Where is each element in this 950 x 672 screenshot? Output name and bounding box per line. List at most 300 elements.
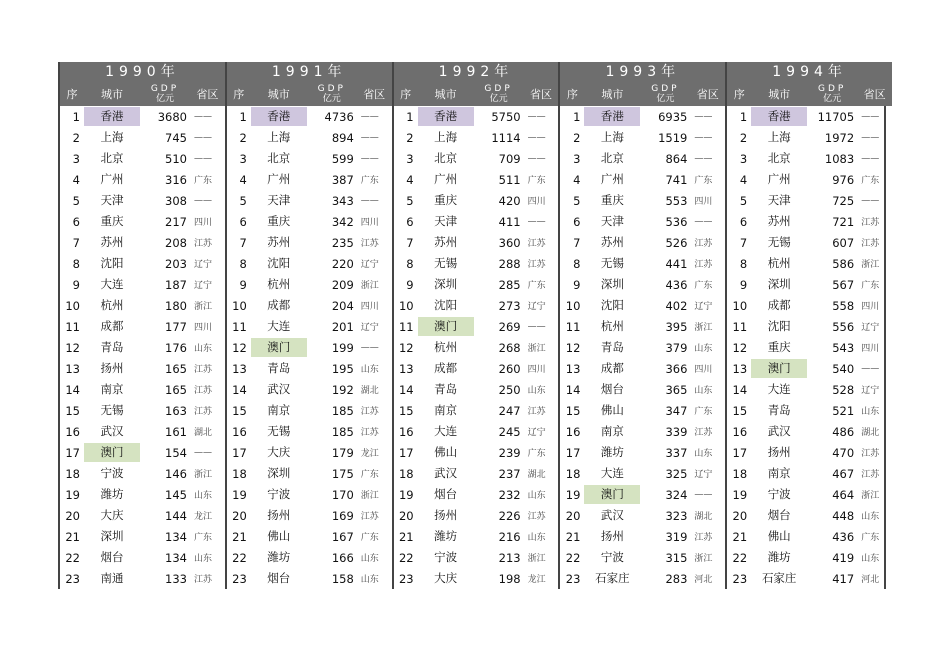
table-row xyxy=(560,316,725,337)
gdp-cell: 185 xyxy=(331,403,354,418)
header-rank: 序 xyxy=(400,88,412,101)
gdp-cell: 208 xyxy=(165,235,187,250)
rank-cell: 9 xyxy=(406,277,414,292)
table-row xyxy=(727,232,892,253)
gdp-cell: 6935 xyxy=(658,109,688,124)
table-row xyxy=(394,379,559,400)
province-cell: 浙江 xyxy=(527,344,546,354)
rank-cell: 5 xyxy=(573,193,581,208)
city-cell: 宁波 xyxy=(600,550,624,564)
rank-cell: 16 xyxy=(232,424,247,439)
city-cell: 无锡 xyxy=(767,235,791,249)
rank-cell: 5 xyxy=(739,193,748,208)
table-row xyxy=(60,547,225,568)
city-cell: 上海 xyxy=(434,130,458,144)
city-cell: 佛山 xyxy=(434,445,458,459)
city-cell: 沈阳 xyxy=(434,298,458,312)
city-cell: 天津 xyxy=(267,193,291,207)
rank-cell: 10 xyxy=(565,298,581,313)
gdp-cell: 599 xyxy=(331,151,354,166)
province-cell: 江苏 xyxy=(360,428,379,438)
province-cell: —— xyxy=(861,195,880,206)
rank-cell: 13 xyxy=(732,361,748,376)
rank-cell: 9 xyxy=(573,277,581,292)
province-cell: 辽宁 xyxy=(527,302,546,312)
city-cell: 广州 xyxy=(267,172,291,186)
rank-cell: 23 xyxy=(565,571,581,586)
gdp-cell: 170 xyxy=(331,487,354,502)
rank-cell: 18 xyxy=(398,466,414,481)
province-cell: 广东 xyxy=(861,281,880,291)
table-row xyxy=(560,337,725,358)
gdp-cell: 486 xyxy=(832,424,855,439)
city-cell: 北京 xyxy=(267,151,291,165)
table-row xyxy=(727,148,892,169)
table-row xyxy=(60,379,225,400)
gdp-cell: 1972 xyxy=(824,130,855,145)
header-city: 城市 xyxy=(434,88,457,101)
rank-cell: 19 xyxy=(398,487,414,502)
province-cell: 湖北 xyxy=(861,428,880,438)
gdp-cell: 586 xyxy=(832,256,855,271)
table-row xyxy=(227,295,392,316)
header-rank: 序 xyxy=(566,88,578,101)
city-cell: 无锡 xyxy=(600,256,624,270)
province-cell: 辽宁 xyxy=(360,323,379,333)
gdp-cell: 1114 xyxy=(491,130,521,145)
province-cell: —— xyxy=(194,132,212,143)
header-gdp xyxy=(640,84,690,104)
city-cell: 大庆 xyxy=(100,508,124,522)
city-cell: 烟台 xyxy=(600,382,624,396)
table-row xyxy=(227,148,392,169)
header-province: 省区 xyxy=(529,88,552,101)
rank-cell: 9 xyxy=(739,277,748,292)
gdp-cell: 419 xyxy=(832,550,855,565)
gdp-cell: 213 xyxy=(498,550,521,565)
province-cell: 广东 xyxy=(861,533,880,543)
table-row xyxy=(727,463,892,484)
province-cell: 四川 xyxy=(360,302,379,312)
city-cell: 烟台 xyxy=(434,487,458,501)
table-row xyxy=(727,106,892,127)
header-gdp-label: GDP xyxy=(150,84,180,94)
city-cell: 北京 xyxy=(434,151,458,165)
gdp-cell: 235 xyxy=(331,235,354,250)
rank-cell: 7 xyxy=(239,235,247,250)
table-row xyxy=(727,400,892,421)
rank-cell: 7 xyxy=(406,235,414,250)
table-row xyxy=(560,547,725,568)
header-gdp xyxy=(140,84,190,104)
province-cell: —— xyxy=(694,153,713,164)
gdp-cell: 232 xyxy=(498,487,521,502)
header-gdp-label: GDP xyxy=(317,84,346,94)
city-cell: 上海 xyxy=(267,130,291,144)
table-row xyxy=(560,505,725,526)
city-cell: 重庆 xyxy=(100,214,124,228)
header-rank: 序 xyxy=(733,88,745,101)
gdp-cell: 158 xyxy=(331,571,354,586)
table-row xyxy=(727,568,892,589)
rank-cell: 20 xyxy=(565,508,581,523)
rank-cell: 8 xyxy=(239,256,247,271)
year-title: 1992年 xyxy=(394,62,559,82)
table-row xyxy=(60,526,225,547)
rank-cell: 4 xyxy=(739,172,748,187)
table-row xyxy=(394,505,559,526)
rank-cell: 7 xyxy=(72,235,80,250)
province-cell: 山东 xyxy=(861,512,880,522)
table-row xyxy=(727,337,892,358)
province-cell: 山东 xyxy=(694,344,713,354)
city-cell: 南京 xyxy=(100,382,124,396)
gdp-cell: 169 xyxy=(331,508,354,523)
table-row xyxy=(560,106,725,127)
city-cell: 杭州 xyxy=(767,256,791,270)
table-row xyxy=(560,442,725,463)
rank-cell: 11 xyxy=(65,319,80,334)
rank-cell: 23 xyxy=(232,571,247,586)
city-cell: 成都 xyxy=(767,298,791,312)
province-cell: 广东 xyxy=(360,533,379,543)
city-cell: 南京 xyxy=(767,466,791,480)
city-cell: 澳门 xyxy=(84,443,140,462)
rank-cell: 15 xyxy=(232,403,247,418)
table-row xyxy=(394,274,559,295)
rank-cell: 17 xyxy=(398,445,414,460)
city-cell: 北京 xyxy=(600,151,624,165)
province-cell: 浙江 xyxy=(360,491,379,501)
city-cell: 武汉 xyxy=(100,424,124,438)
city-cell: 杭州 xyxy=(100,298,124,312)
province-cell: 山东 xyxy=(360,575,379,585)
province-cell: 江苏 xyxy=(527,239,546,249)
city-cell: 沈阳 xyxy=(600,298,624,312)
province-cell: 湖北 xyxy=(194,428,213,438)
city-cell: 杭州 xyxy=(434,340,458,354)
gdp-cell: 268 xyxy=(498,340,521,355)
city-cell: 深圳 xyxy=(100,529,124,543)
province-cell: 辽宁 xyxy=(694,302,713,312)
gdp-cell: 315 xyxy=(665,550,688,565)
province-cell: 山东 xyxy=(194,491,213,501)
header-gdp-unit: 亿元 xyxy=(489,94,508,104)
table-row xyxy=(394,463,559,484)
gdp-cell: 146 xyxy=(165,466,187,481)
gdp-cell: 441 xyxy=(665,256,688,271)
city-cell: 北京 xyxy=(767,151,791,165)
rank-cell: 12 xyxy=(65,340,80,355)
city-cell: 潍坊 xyxy=(267,550,291,564)
table-row xyxy=(727,421,892,442)
rank-cell: 13 xyxy=(565,361,581,376)
province-cell: 湖北 xyxy=(527,470,546,480)
province-cell: 山东 xyxy=(527,386,546,396)
year-title: 1991年 xyxy=(227,62,392,82)
city-cell: 武汉 xyxy=(767,424,791,438)
province-cell: 辽宁 xyxy=(527,428,546,438)
rank-cell: 15 xyxy=(65,403,80,418)
city-cell: 澳门 xyxy=(418,317,474,336)
table-row xyxy=(727,274,892,295)
table-row xyxy=(560,127,725,148)
city-cell: 上海 xyxy=(600,130,624,144)
gdp-cell: 553 xyxy=(665,193,688,208)
rank-cell: 7 xyxy=(573,235,581,250)
rank-cell: 15 xyxy=(398,403,414,418)
table-row xyxy=(227,190,392,211)
table-row xyxy=(60,190,225,211)
gdp-cell: 864 xyxy=(665,151,688,166)
table-row xyxy=(560,358,725,379)
gdp-cell: 725 xyxy=(832,193,855,208)
city-cell: 大连 xyxy=(434,424,458,438)
gdp-cell: 343 xyxy=(331,193,354,208)
header-gdp-label: GDP xyxy=(818,84,847,94)
city-cell: 苏州 xyxy=(267,235,291,249)
gdp-cell: 741 xyxy=(665,172,688,187)
city-cell: 潍坊 xyxy=(767,550,791,564)
rank-cell: 12 xyxy=(732,340,748,355)
gdp-cell: 179 xyxy=(331,445,354,460)
rank-cell: 9 xyxy=(239,277,247,292)
province-cell: 广东 xyxy=(360,176,379,186)
rank-cell: 21 xyxy=(65,529,80,544)
gdp-cell: 245 xyxy=(498,424,521,439)
table-row xyxy=(727,295,892,316)
table-row xyxy=(227,484,392,505)
gdp-cell: 316 xyxy=(165,172,187,187)
city-cell: 天津 xyxy=(434,214,458,228)
rank-cell: 19 xyxy=(732,487,748,502)
table-row xyxy=(727,379,892,400)
year-block xyxy=(60,62,225,589)
province-cell: 江苏 xyxy=(527,512,546,522)
header-gdp-unit: 亿元 xyxy=(823,94,842,104)
rank-cell: 4 xyxy=(573,172,581,187)
rank-cell: 16 xyxy=(565,424,581,439)
city-cell: 烟台 xyxy=(767,508,791,522)
header-city: 城市 xyxy=(768,88,791,101)
city-cell: 大庆 xyxy=(267,445,291,459)
province-cell: 辽宁 xyxy=(360,260,379,270)
province-cell: —— xyxy=(527,321,546,332)
header-rank: 序 xyxy=(233,88,245,101)
table-row xyxy=(60,484,225,505)
gdp-cell: 324 xyxy=(665,487,688,502)
rank-cell: 13 xyxy=(398,361,414,376)
city-cell: 北京 xyxy=(100,151,124,165)
city-cell: 深圳 xyxy=(434,277,458,291)
city-cell: 大连 xyxy=(600,466,624,480)
gdp-cell: 166 xyxy=(331,550,354,565)
province-cell: 山东 xyxy=(861,407,880,417)
rank-cell: 13 xyxy=(65,361,80,376)
city-cell: 无锡 xyxy=(100,403,124,417)
province-cell: 浙江 xyxy=(861,491,880,501)
gdp-cell: 448 xyxy=(832,508,855,523)
header-gdp-unit: 亿元 xyxy=(656,94,675,104)
table-row xyxy=(227,547,392,568)
table-row xyxy=(394,526,559,547)
table-row xyxy=(560,232,725,253)
gdp-cell: 187 xyxy=(165,277,187,292)
table-row xyxy=(560,400,725,421)
header-province: 省区 xyxy=(863,88,886,101)
rank-cell: 3 xyxy=(406,151,414,166)
province-cell: —— xyxy=(194,153,212,164)
province-cell: 山东 xyxy=(194,554,213,564)
column-header-row xyxy=(560,82,725,106)
province-cell: 广东 xyxy=(694,176,713,186)
header-city: 城市 xyxy=(601,88,624,101)
city-cell: 广州 xyxy=(767,172,791,186)
gdp-cell: 323 xyxy=(665,508,688,523)
city-cell: 天津 xyxy=(100,193,124,207)
province-cell: 四川 xyxy=(694,197,713,207)
gdp-cell: 11705 xyxy=(817,109,855,124)
province-cell: 河北 xyxy=(861,575,880,585)
header-city: 城市 xyxy=(101,88,123,101)
city-cell: 武汉 xyxy=(267,382,291,396)
province-cell: 江苏 xyxy=(694,428,713,438)
city-cell: 重庆 xyxy=(267,214,291,228)
header-gdp-label: GDP xyxy=(651,84,680,94)
year-title: 1990年 xyxy=(60,62,225,82)
city-cell: 南京 xyxy=(434,403,458,417)
city-cell: 南通 xyxy=(100,571,124,585)
province-cell: 江苏 xyxy=(527,407,546,417)
rank-cell: 18 xyxy=(65,466,80,481)
rank-cell: 14 xyxy=(232,382,247,397)
rank-cell: 10 xyxy=(732,298,748,313)
city-cell: 烟台 xyxy=(100,550,124,564)
province-cell: 山东 xyxy=(527,491,546,501)
table-row xyxy=(727,253,892,274)
city-cell: 沈阳 xyxy=(100,256,124,270)
rank-cell: 1 xyxy=(739,109,748,124)
gdp-cell: 199 xyxy=(331,340,354,355)
rank-cell: 5 xyxy=(239,193,247,208)
gdp-cell: 163 xyxy=(165,403,187,418)
rank-cell: 14 xyxy=(398,382,414,397)
header-city: 城市 xyxy=(267,88,290,101)
rank-cell: 20 xyxy=(732,508,748,523)
province-cell: —— xyxy=(194,111,212,122)
gdp-cell: 144 xyxy=(165,508,187,523)
table-row xyxy=(394,337,559,358)
city-cell: 重庆 xyxy=(767,340,791,354)
rank-cell: 23 xyxy=(398,571,414,586)
rank-cell: 4 xyxy=(239,172,247,187)
province-cell: 江苏 xyxy=(861,218,880,228)
rank-cell: 17 xyxy=(565,445,581,460)
province-cell: 广东 xyxy=(527,449,546,459)
table-row xyxy=(227,274,392,295)
province-cell: 浙江 xyxy=(360,281,379,291)
rank-cell: 19 xyxy=(232,487,247,502)
city-cell: 香港 xyxy=(751,107,807,126)
table-row xyxy=(394,190,559,211)
gdp-cell: 436 xyxy=(665,277,688,292)
gdp-cell: 134 xyxy=(165,529,187,544)
rank-cell: 21 xyxy=(398,529,414,544)
table-row xyxy=(227,442,392,463)
gdp-cell: 167 xyxy=(331,529,354,544)
table-row xyxy=(227,505,392,526)
table-row xyxy=(60,127,225,148)
city-cell: 扬州 xyxy=(767,445,791,459)
rank-cell: 3 xyxy=(239,151,247,166)
header-gdp xyxy=(474,84,524,104)
province-cell: 湖北 xyxy=(694,512,713,522)
table-row xyxy=(60,316,225,337)
rank-cell: 10 xyxy=(65,298,80,313)
gdp-cell: 176 xyxy=(165,340,187,355)
rank-cell: 18 xyxy=(732,466,748,481)
gdp-cell: 4736 xyxy=(324,109,354,124)
province-cell: —— xyxy=(360,342,379,353)
gdp-cell: 283 xyxy=(665,571,688,586)
province-cell: 河北 xyxy=(694,575,713,585)
year-block xyxy=(725,62,892,589)
province-cell: —— xyxy=(861,132,880,143)
province-cell: 山东 xyxy=(861,554,880,564)
city-cell: 宁波 xyxy=(100,466,124,480)
rank-cell: 6 xyxy=(239,214,247,229)
gdp-cell: 325 xyxy=(665,466,688,481)
province-cell: 四川 xyxy=(861,302,880,312)
table-row xyxy=(394,232,559,253)
province-cell: 广东 xyxy=(527,281,546,291)
gdp-cell: 308 xyxy=(165,193,187,208)
gdp-cell: 558 xyxy=(832,298,855,313)
rank-cell: 22 xyxy=(732,550,748,565)
gdp-cell: 250 xyxy=(498,382,521,397)
province-cell: —— xyxy=(861,111,880,122)
rank-cell: 2 xyxy=(239,130,247,145)
rank-cell: 6 xyxy=(72,214,80,229)
province-cell: —— xyxy=(527,111,546,122)
gdp-cell: 203 xyxy=(165,256,187,271)
rank-cell: 11 xyxy=(732,319,748,334)
rank-cell: 18 xyxy=(232,466,247,481)
year-title: 1993年 xyxy=(560,62,725,82)
table-row xyxy=(560,274,725,295)
gdp-cell: 161 xyxy=(165,424,187,439)
table-row xyxy=(727,358,892,379)
province-cell: —— xyxy=(360,153,379,164)
table-row xyxy=(560,211,725,232)
province-cell: —— xyxy=(194,447,212,458)
city-cell: 大连 xyxy=(100,277,124,291)
city-cell: 沈阳 xyxy=(767,319,791,333)
table-row xyxy=(227,232,392,253)
rank-cell: 14 xyxy=(565,382,581,397)
province-cell: 广东 xyxy=(861,176,880,186)
province-cell: 广东 xyxy=(194,176,213,186)
table-row xyxy=(227,211,392,232)
city-cell: 重庆 xyxy=(434,193,458,207)
rank-cell: 8 xyxy=(573,256,581,271)
province-cell: 江苏 xyxy=(360,407,379,417)
table-row xyxy=(60,148,225,169)
rank-cell: 2 xyxy=(72,130,80,145)
province-cell: 山东 xyxy=(694,386,713,396)
table-row xyxy=(60,232,225,253)
rank-cell: 19 xyxy=(65,487,80,502)
